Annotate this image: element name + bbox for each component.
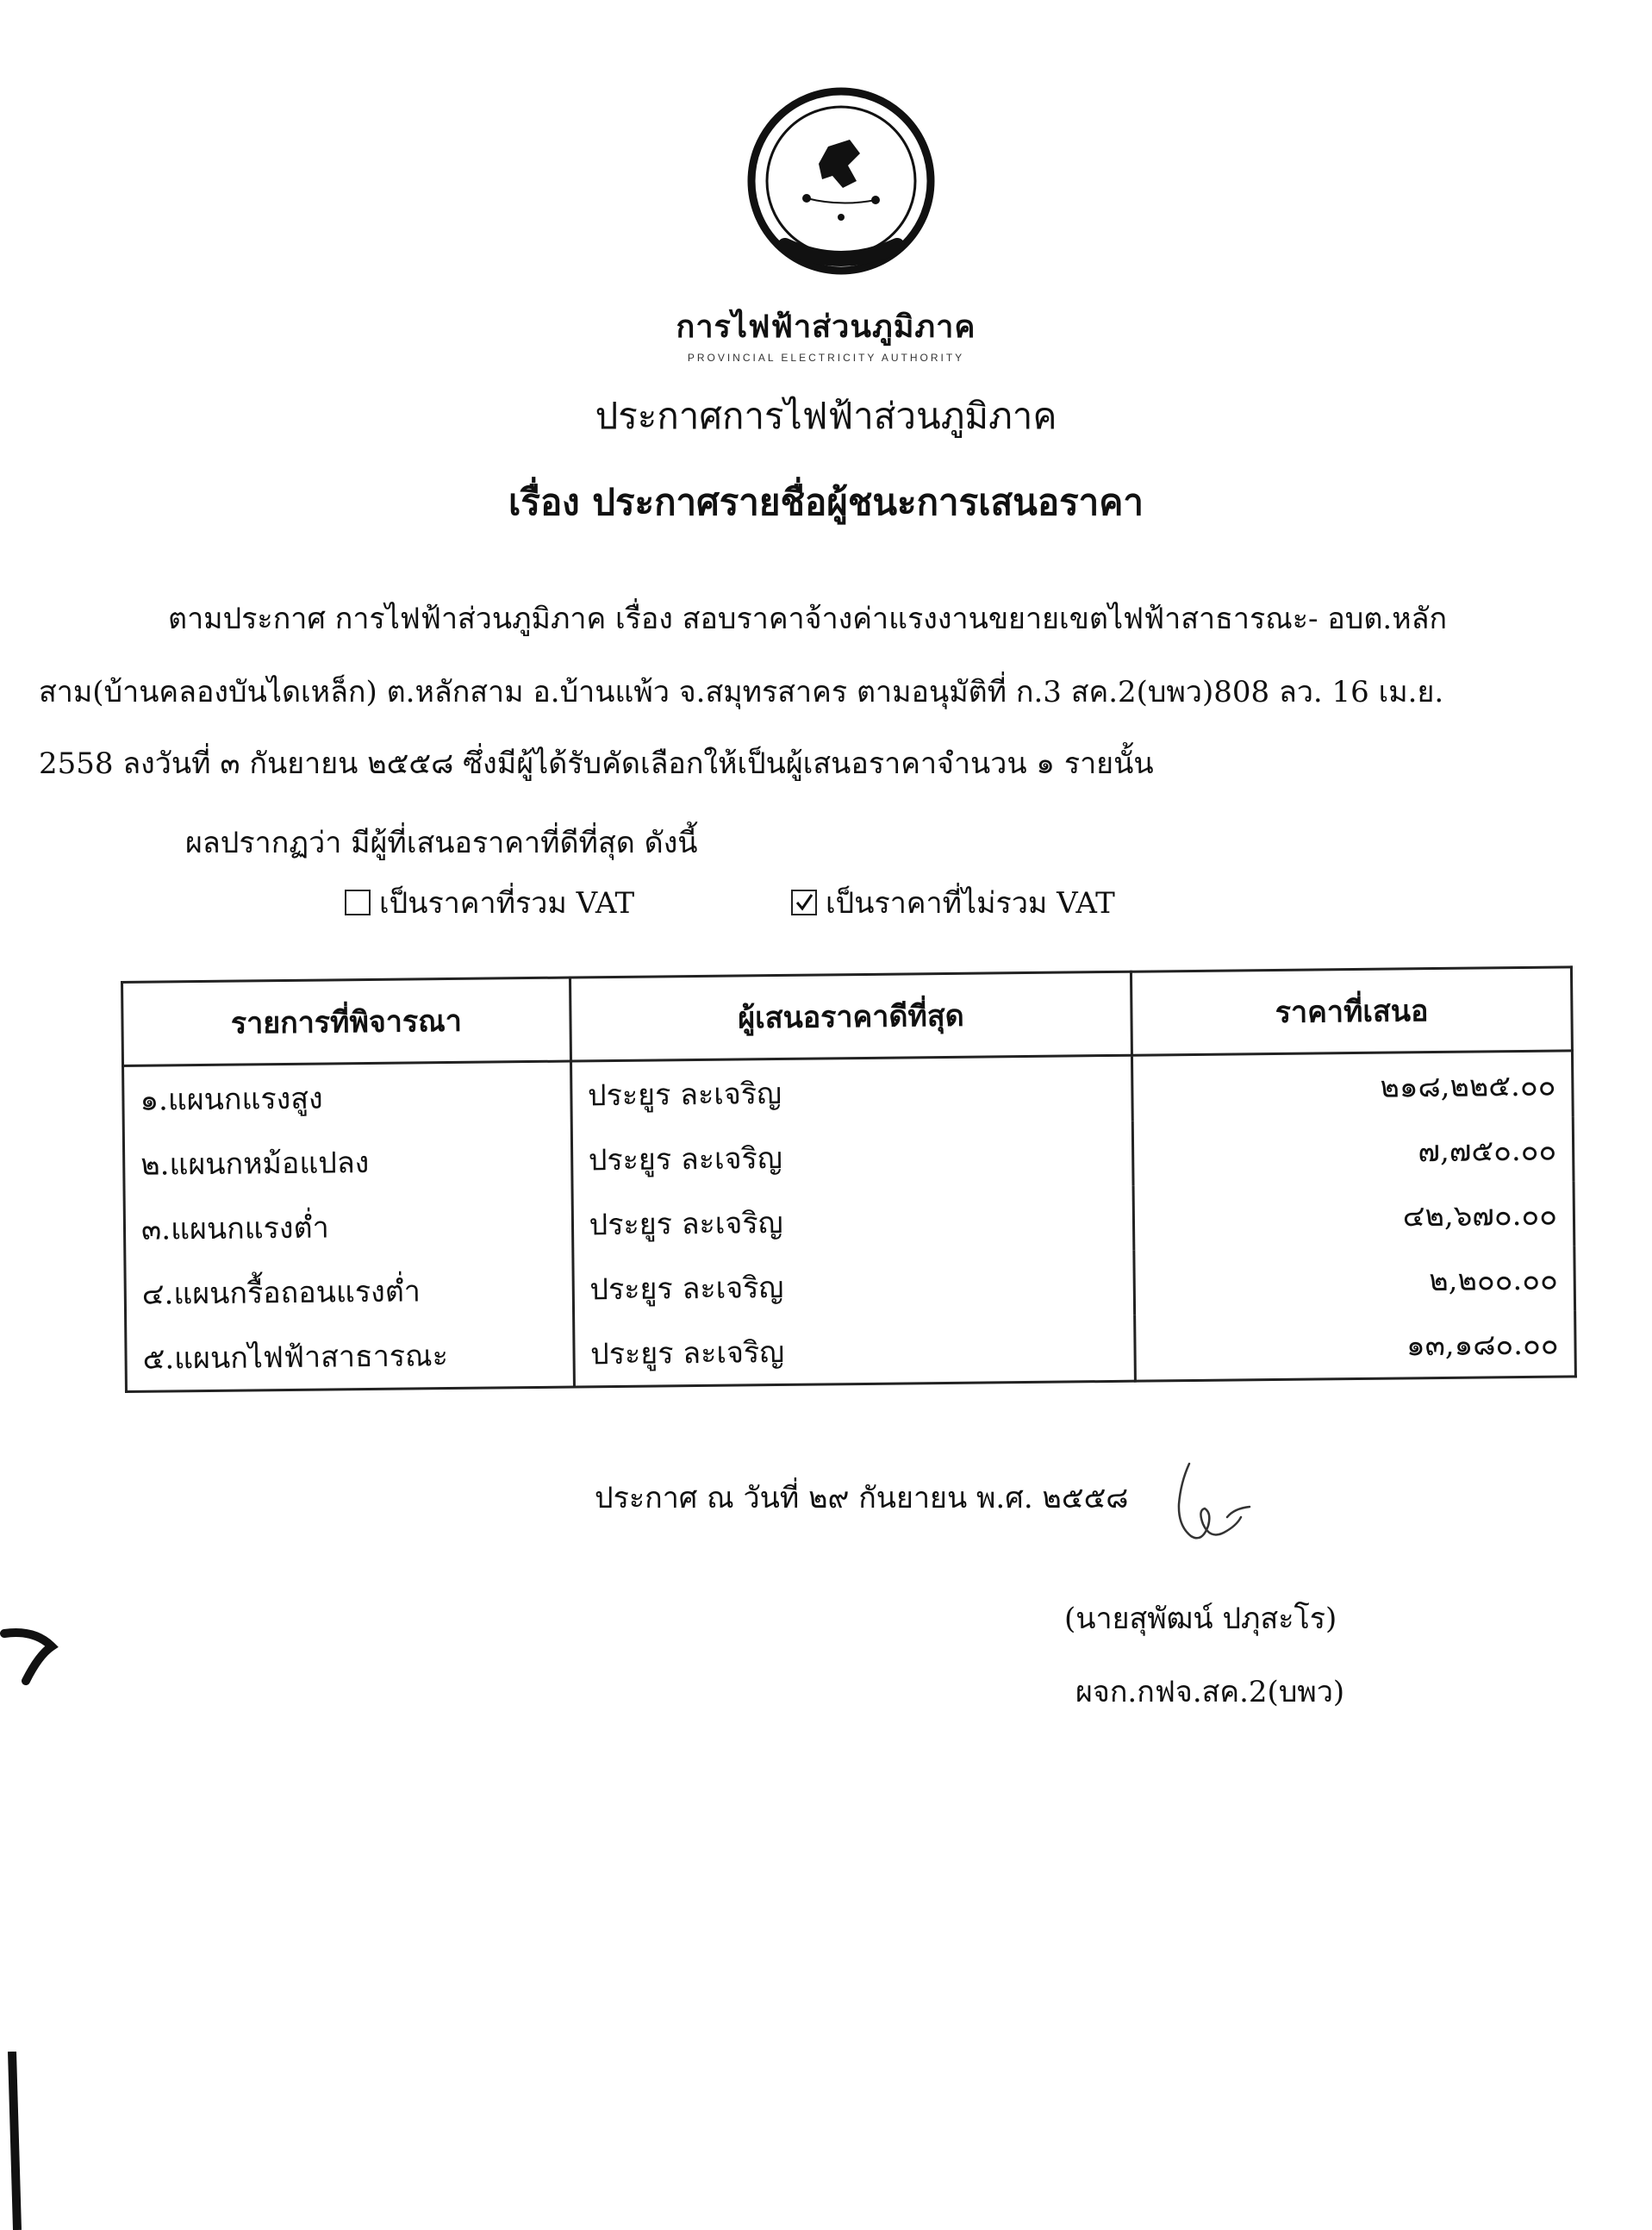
row-item: ๕.แผนกไฟฟ้าสาธารณะ bbox=[126, 1321, 574, 1392]
row-bidder: ประยูร ละเจริญ bbox=[572, 1251, 1134, 1321]
body-line-3: 2558 ลงวันที่ ๓ กันยายน ๒๕๕๘ ซึ่งมีผู้ได้รับคัดเลือกให้เป็นผู้เสนอราคาจำนวน ๑ รายนั้น bbox=[39, 746, 1154, 781]
header-bidder: ผู้เสนอราคาดีที่สุด bbox=[570, 971, 1132, 1061]
row-item: ๑.แผนกแรงสูง bbox=[123, 1061, 571, 1132]
signer-name: (นายสุพัฒน์ ปภุสะโร) bbox=[1064, 1602, 1337, 1636]
vat-excluded-option bbox=[791, 879, 1115, 926]
announcement-date: ประกาศ ณ วันที่ ๒๙ กันยายน พ.ศ. ๒๕๕๘ bbox=[595, 1481, 1129, 1515]
row-bidder: ประยูร ละเจริญ bbox=[571, 1121, 1133, 1192]
announcement-title: ประกาศการไฟฟ้าส่วนภูมิภาค bbox=[595, 395, 1057, 437]
pea-seal-icon bbox=[746, 86, 936, 276]
table-header-row bbox=[122, 967, 1573, 1066]
row-item: ๓.แผนกแรงต่ำ bbox=[124, 1192, 572, 1261]
vat-excluded-label: เป็นราคาที่ไม่รวม VAT bbox=[826, 886, 1115, 921]
result-intro: ผลปรากฏว่า มีผู้ที่เสนอราคาที่ดีที่สุด ดังนี้ bbox=[185, 826, 698, 860]
row-item: ๒.แผนกหม้อแปลง bbox=[123, 1127, 571, 1196]
row-price: ๗,๗๕๐.๐๐ bbox=[1133, 1116, 1574, 1185]
vat-included-option bbox=[345, 879, 634, 926]
table-row bbox=[126, 1310, 1576, 1391]
vat-included-label: เป็นราคาที่รวม VAT bbox=[379, 886, 635, 921]
unchecked-box-icon bbox=[345, 890, 371, 915]
row-price: ๑๓,๑๘๐.๐๐ bbox=[1135, 1310, 1575, 1381]
row-item: ๔.แผนกรื้อถอนแรงต่ำ bbox=[125, 1257, 573, 1326]
row-price: ๒๑๘,๒๒๕.๐๐ bbox=[1132, 1051, 1573, 1121]
row-bidder: ประยูร ละเจริญ bbox=[572, 1186, 1134, 1257]
announcement-subject: เรื่อง ประกาศรายชื่อผู้ชนะการเสนอราคา bbox=[508, 481, 1144, 523]
header-price: ราคาที่เสนอ bbox=[1131, 967, 1573, 1055]
signer-position: ผจก.กฟจ.สค.2(บพว) bbox=[1075, 1675, 1345, 1709]
row-bidder: ประยูร ละเจริญ bbox=[573, 1315, 1135, 1387]
org-name-english: PROVINCIAL ELECTRICITY AUTHORITY bbox=[687, 352, 965, 364]
body-line-2: สาม(บ้านคลองบันไดเหล็ก) ต.หลักสาม อ.บ้านแพ้ว จ.สมุทรสาคร ตามอนุมัติที่ ก.3 สค.2(บพว)808 ลว. 16 เม.ย. bbox=[39, 675, 1444, 709]
checked-box-icon bbox=[791, 890, 817, 915]
org-name-thai: การไฟฟ้าส่วนภูมิภาค bbox=[676, 309, 976, 345]
body-line-1: ตามประกาศ การไฟฟ้าส่วนภูมิภาค เรื่อง สอบราคาจ้างค่าแรงงานขยายเขตไฟฟ้าสาธารณะ- อบต.หลัก bbox=[168, 602, 1448, 636]
scan-edge-icon bbox=[0, 2052, 26, 2230]
row-price: ๔๒,๖๗๐.๐๐ bbox=[1133, 1181, 1574, 1250]
row-price: ๒,๒๐๐.๐๐ bbox=[1134, 1246, 1574, 1315]
header-item: รายการที่พิจารณา bbox=[122, 978, 571, 1065]
signature-icon bbox=[1155, 1457, 1267, 1552]
scan-mark-icon bbox=[0, 1621, 60, 1690]
row-bidder: ประยูร ละเจริญ bbox=[570, 1055, 1132, 1127]
bid-results-table bbox=[121, 965, 1577, 1393]
